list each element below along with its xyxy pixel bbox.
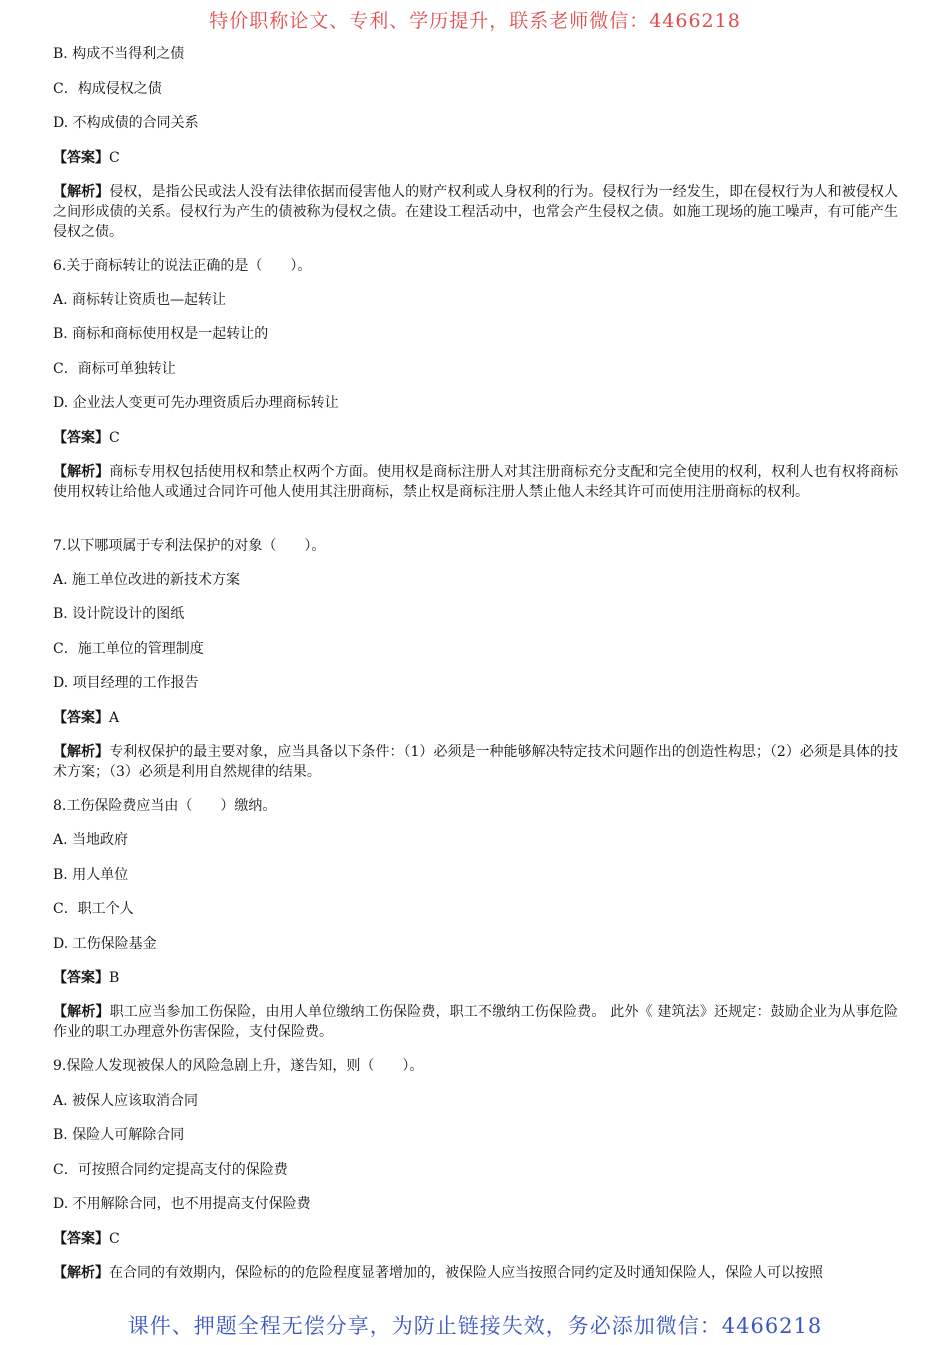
q7-option-b: B. 设计院设计的图纸: [53, 606, 185, 622]
q6-option-b: B. 商标和商标使用权是一起转让的: [53, 326, 269, 342]
answer-tag: 【答案】: [53, 710, 109, 726]
q7-analysis: [53, 742, 898, 782]
q6-option-c: C．商标可单独转让: [53, 361, 176, 377]
q9-option-a: A. 被保人应该取消合同: [53, 1093, 199, 1109]
analysis-tag: 【解析】: [53, 744, 110, 760]
analysis-text: 商标专用权包括使用权和禁止权两个方面。使用权是商标注册人对其注册商标充分支配和完全使用的权利，权利人也有权将商标使用权转让给他人或通过合同许可他人使用其注册商标，禁止权是商标注册人禁止他人未经其许可而使用注册商标的权利。: [53, 464, 899, 500]
q6-analysis: [53, 462, 898, 502]
analysis-text: 在合同的有效期内，保险标的的危险程度显著增加的，被保险人应当按照合同约定及时通知保险人，保险人可以按照: [109, 1265, 823, 1281]
answer-value: B: [109, 970, 120, 986]
q8-option-a: A. 当地政府: [53, 832, 129, 848]
q8-analysis: [53, 1002, 898, 1042]
footer-banner: 课件、押题全程无偿分享，为防止链接失效，务必添加微信：4466218: [127, 1314, 823, 1338]
q7-option-a: A. 施工单位改进的新技术方案: [53, 572, 241, 588]
q6-answer: [53, 428, 898, 448]
q9-option-c: C．可按照合同约定提高支付的保险费: [53, 1162, 288, 1178]
answer-tag: 【答案】: [53, 970, 109, 986]
q8-option-b: B. 用人单位: [53, 867, 129, 883]
q8-stem: 8.工伤保险费应当由（ ）缴纳。: [53, 798, 277, 814]
answer-value: C: [109, 430, 120, 446]
analysis-text: 职工应当参加工伤保险，由用人单位缴纳工伤保险费，职工不缴纳工伤保险费。 此外《 建筑法》还规定：鼓励企业为从事危险作业的职工办理意外伤害保险，支付保险费。: [53, 1004, 899, 1040]
q8-answer: [53, 968, 898, 988]
analysis-tag: 【解析】: [53, 1265, 109, 1281]
q5-answer: [53, 148, 898, 168]
q9-answer: [53, 1229, 898, 1249]
q9-stem: 9.保险人发现被保人的风险急剧上升，遂告知，则（ ）。: [53, 1058, 424, 1074]
answer-value: C: [109, 150, 120, 166]
answer-tag: 【答案】: [53, 430, 109, 446]
q9-option-b: B. 保险人可解除合同: [53, 1127, 185, 1143]
q7-answer: [53, 708, 898, 728]
q9-analysis: [53, 1263, 898, 1283]
analysis-text: 专利权保护的最主要对象，应当具备以下条件：（1）必须是一种能够解决特定技术问题作出的创造性构思；（2）必须是具体的技术方案；（3）必须是利用自然规律的结果。: [53, 744, 898, 780]
q6-stem: 6.关于商标转让的说法正确的是（ ）。: [53, 258, 312, 274]
q9-option-d: D. 不用解除合同，也不用提高支付保险费: [53, 1196, 311, 1212]
answer-tag: 【答案】: [53, 150, 109, 166]
q7-stem: 7.以下哪项属于专利法保护的对象（ ）。: [53, 538, 326, 554]
q6-option-d: D. 企业法人变更可先办理资质后办理商标转让: [53, 395, 339, 411]
analysis-tag: 【解析】: [53, 464, 110, 480]
q5-option-c: C．构成侵权之债: [53, 81, 162, 97]
answer-value: A: [109, 710, 120, 726]
q5-analysis: [53, 182, 898, 242]
answer-value: C: [109, 1231, 120, 1247]
q7-option-d: D. 项目经理的工作报告: [53, 675, 199, 691]
q8-option-c: C．职工个人: [53, 901, 134, 917]
q5-option-b: B. 构成不当得利之债: [53, 46, 185, 62]
answer-tag: 【答案】: [53, 1231, 109, 1247]
q8-option-d: D. 工伤保险基金: [53, 936, 157, 952]
q5-option-d: D. 不构成债的合同关系: [53, 115, 199, 131]
analysis-tag: 【解析】: [53, 1004, 110, 1020]
q6-option-a: A. 商标转让资质也—起转让: [53, 292, 227, 308]
analysis-tag: 【解析】: [53, 184, 110, 200]
header-banner: 特价职称论文、专利、学历提升，联系老师微信：4466218: [209, 10, 741, 32]
q7-option-c: C．施工单位的管理制度: [53, 641, 204, 657]
analysis-text: 侵权，是指公民或法人没有法律依据而侵害他人的财产权利或人身权利的行为。侵权行为一经发生，即在侵权行为人和被侵权人之间形成债的关系。侵权行为产生的债被称为侵权之债。在建设工程活动中，也常会产生侵权之债。如施工现场的施工噪声，有可能产生侵权之债。: [53, 184, 899, 240]
